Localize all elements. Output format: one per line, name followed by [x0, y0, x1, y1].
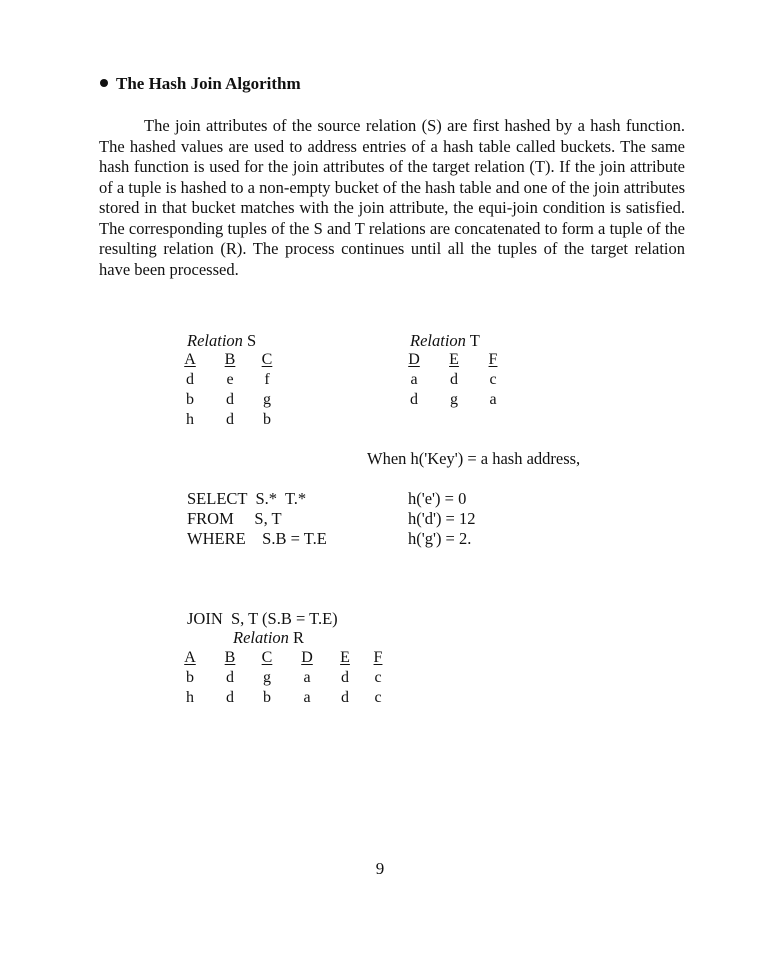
column-header: F — [488, 351, 498, 368]
section-heading-text: The Hash Join Algorithm — [116, 74, 301, 93]
table-row — [180, 370, 280, 390]
table-cell: b — [186, 669, 194, 686]
table-cell: d — [450, 371, 458, 388]
table-cell: a — [303, 669, 311, 686]
column-header: E — [449, 351, 459, 368]
table-cell: b — [186, 391, 194, 408]
table-cell: d — [226, 391, 234, 408]
table-row — [180, 688, 400, 708]
relation-t-title — [410, 331, 480, 351]
table-row — [404, 390, 504, 410]
column-header: C — [261, 351, 273, 368]
table-cell: f — [264, 371, 270, 388]
table-header-row — [180, 648, 400, 668]
table-cell: h — [186, 689, 194, 706]
section-heading — [100, 74, 301, 94]
column-header: B — [224, 351, 236, 368]
table-cell: a — [489, 391, 497, 408]
table-header-row — [180, 350, 280, 370]
table-cell: b — [263, 689, 271, 706]
table-cell: a — [303, 689, 311, 706]
relation-s-title — [187, 331, 256, 351]
table-cell: g — [263, 669, 271, 686]
table-cell: h — [186, 411, 194, 428]
column-header: D — [408, 351, 420, 368]
sql-from-line: FROM S, T — [187, 509, 282, 528]
table-row — [180, 390, 280, 410]
table-cell: d — [226, 411, 234, 428]
relation-r-title-word: Relation — [233, 628, 289, 647]
relation-t-table — [404, 350, 504, 410]
table-cell: g — [450, 391, 458, 408]
relation-s-table — [180, 350, 280, 430]
table-cell: b — [263, 411, 271, 428]
table-cell: c — [374, 669, 382, 686]
hash-value-line: h('d') = 12 — [408, 509, 476, 528]
relation-s-title-word: Relation — [187, 331, 243, 350]
column-header: B — [224, 649, 236, 666]
column-header: C — [261, 649, 273, 666]
relation-r-title-name: R — [293, 628, 305, 647]
column-header: F — [373, 649, 383, 666]
page-number: 9 — [375, 859, 385, 878]
sql-select-line: SELECT S.* T.* — [187, 489, 307, 508]
table-cell: c — [374, 689, 382, 706]
relation-s-title-name: S — [247, 331, 257, 350]
column-header: A — [184, 649, 196, 666]
column-header: A — [184, 351, 196, 368]
column-header: E — [340, 649, 350, 666]
table-cell: d — [226, 689, 234, 706]
table-cell: a — [410, 371, 418, 388]
table-cell: d — [341, 669, 349, 686]
relation-t-title-name: T — [469, 331, 480, 350]
hash-value-line: h('e') = 0 — [408, 489, 467, 508]
body-paragraph: The join attributes of the source relation (S) are first hashed by a hash function. The hashed values are used to address entries of a hash table called buckets. The same hash function is used for the join attributes of the target relation (T). If the join attribute of a tuple is hashed to a non-empty bucket of the hash table and one of the join attributes stored in that bucket matches with the join attribute, the equi-join condition is satisfied. The corresponding tuples of the S and T relations are concatenated to form a tuple of the resulting relation (R). The process continues until all the tuples of the target relation have been processed. — [99, 116, 685, 279]
table-cell: d — [186, 371, 194, 388]
relation-t-title-word: Relation — [410, 331, 466, 350]
table-cell: g — [263, 391, 271, 408]
join-label: JOIN S, T (S.B = T.E) — [187, 609, 338, 628]
bullet-icon — [100, 79, 108, 87]
relation-r-table — [180, 648, 400, 708]
table-cell: d — [226, 669, 234, 686]
table-row — [180, 668, 400, 688]
sql-where-line: WHERE S.B = T.E — [187, 529, 327, 548]
table-row — [404, 370, 504, 390]
table-header-row — [404, 350, 504, 370]
table-row — [180, 410, 280, 430]
column-header: D — [301, 649, 313, 666]
table-cell: e — [226, 371, 234, 388]
relation-r-title — [233, 628, 304, 648]
table-cell: c — [489, 371, 497, 388]
hash-intro-text: When h('Key') = a hash address, — [367, 449, 581, 468]
table-cell: d — [341, 689, 349, 706]
table-cell: d — [410, 391, 418, 408]
hash-value-line: h('g') = 2. — [408, 529, 472, 548]
